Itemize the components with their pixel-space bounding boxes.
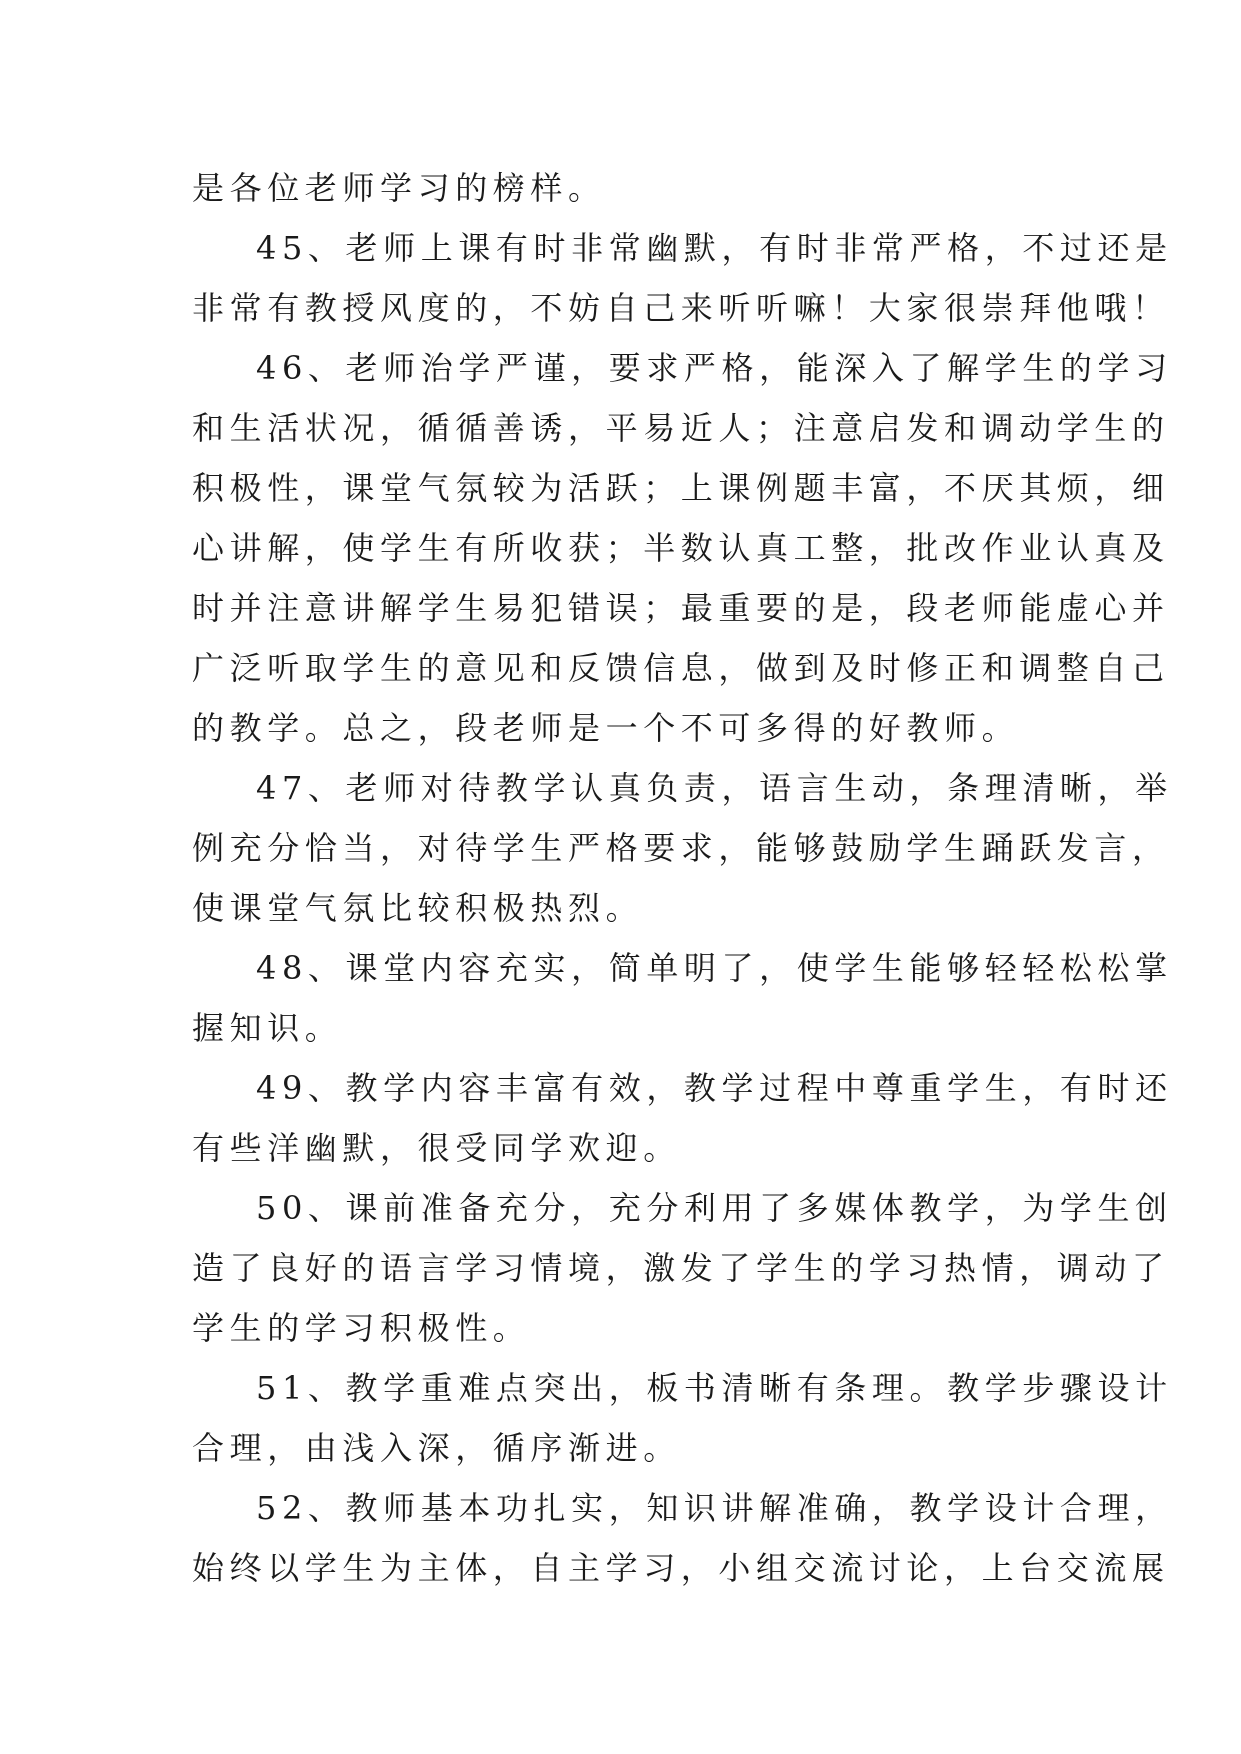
paragraph-47-line-1: 47、老师对待教学认真负责，语言生动，条理清晰，举 [256,769,1173,807]
text-line: 使课堂气氛比较积极热烈。 [192,889,644,927]
text-line: 非常有教授风度的，不妨自己来听听嘛！大家很崇拜他哦！ [192,289,1170,327]
text-line: 和生活状况，循循善诱，平易近人；注意启发和调动学生的 [192,409,1170,447]
text-line: 积极性，课堂气氛较为活跃；上课例题丰富，不厌其烦，细 [192,469,1170,507]
text-line: 时并注意讲解学生易犯错误；最重要的是，段老师能虚心并 [192,589,1170,627]
text-line: 例充分恰当，对待学生严格要求，能够鼓励学生踊跃发言， [192,829,1170,867]
text-line: 合理，由浅入深，循序渐进。 [192,1429,681,1467]
text-line: 心讲解，使学生有所收获；半数认真工整，批改作业认真及 [192,529,1170,567]
text-line: 是各位老师学习的榜样。 [192,169,606,207]
text-line: 有些洋幽默，很受同学欢迎。 [192,1129,681,1167]
text-line: 始终以学生为主体，自主学习，小组交流讨论，上台交流展 [192,1549,1170,1587]
paragraph-46-line-1: 46、老师治学严谨，要求严格，能深入了解学生的学习 [256,349,1173,387]
text-line: 造了良好的语言学习情境，激发了学生的学习热情，调动了 [192,1249,1170,1287]
paragraph-48-line-1: 48、课堂内容充实，简单明了，使学生能够轻轻松松掌 [256,949,1173,987]
text-line: 广泛听取学生的意见和反馈信息，做到及时修正和调整自己 [192,649,1170,687]
text-line: 握知识。 [192,1009,343,1047]
paragraph-49-line-1: 49、教学内容丰富有效，教学过程中尊重学生，有时还 [256,1069,1173,1107]
paragraph-50-line-1: 50、课前准备充分，充分利用了多媒体教学，为学生创 [256,1189,1173,1227]
paragraph-51-line-1: 51、教学重难点突出，板书清晰有条理。教学步骤设计 [256,1369,1173,1407]
paragraph-45-line-1: 45、老师上课有时非常幽默，有时非常严格，不过还是 [256,229,1173,267]
paragraph-52-line-1: 52、教师基本功扎实，知识讲解准确，教学设计合理， [256,1489,1173,1527]
text-line: 学生的学习积极性。 [192,1309,531,1347]
document-body [192,158,1173,1598]
text-line: 的教学。总之，段老师是一个不可多得的好教师。 [192,709,1020,747]
